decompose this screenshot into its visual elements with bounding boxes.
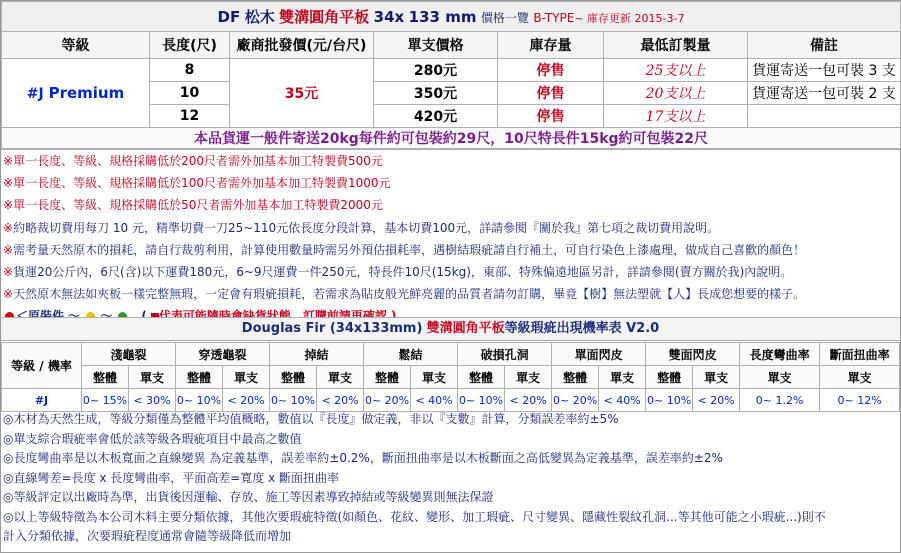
unit-price-cell: 280元 xyxy=(374,59,498,82)
footnote: ◎木材為天然生成，等級分類僅為整體平均值概略，數值以『長度』做定義，非以『支數』計算，分類誤差率約±5% xyxy=(3,412,619,426)
stock-cell: 停售 xyxy=(498,105,604,128)
header-min-order: 最低訂製量 xyxy=(604,32,748,59)
note-line: ※單一長度、等級、規格採購低於50尺者需外加基本加工特製費2000元 xyxy=(3,198,383,213)
min-order-cell: 20支以上 xyxy=(604,82,748,105)
defect-value: < 30% xyxy=(129,389,176,412)
footnote: ◎直線彎差=長度 x 長度彎曲率，平面高差=寬度 x 斷面扭曲率 xyxy=(3,470,340,485)
footnotes xyxy=(1,410,900,547)
grade-sub: Premium xyxy=(48,84,125,102)
defect-category: 破損孔洞 xyxy=(458,343,552,366)
defect-subheader: 整體 xyxy=(270,366,317,389)
footnote: ◎單支綜合瑕疵率會低於該等級各瑕疵項目中最高之數值 xyxy=(3,431,302,446)
defect-subheader: 單支 xyxy=(317,366,364,389)
defect-value: 0~ 10% xyxy=(176,389,223,412)
defect-value: 0~ 15% xyxy=(82,389,129,412)
defect-value: 0~ 10% xyxy=(458,389,505,412)
defect-value: < 20% xyxy=(223,389,270,412)
defect-value: < 20% xyxy=(505,389,552,412)
unit-price-cell: 420元 xyxy=(374,105,498,128)
grade-main: #J xyxy=(26,86,44,102)
defect-value-row xyxy=(2,389,900,412)
defect-category: 穿透龜裂 xyxy=(176,343,270,366)
stock-cell: 停售 xyxy=(498,59,604,82)
shipping-summary: 本品貨運一般件寄送20kg每件約可包裝約29尺，10尺特長件15kg約可包裝22尺 xyxy=(2,128,901,149)
defect-category: 雙面閃皮 xyxy=(646,343,740,366)
defect-corner: 等級 / 機率 xyxy=(2,343,82,389)
defect-subheader: 整體 xyxy=(364,366,411,389)
title-updated: ~ 庫存更新 2015-3-7 xyxy=(574,12,685,25)
defect-value: < 40% xyxy=(599,389,646,412)
note-line: ※單一長度、等級、規格採購低於200尺者需外加基本加工特製費500元 xyxy=(3,154,383,168)
note-line: ※需考量天然原木的損耗，請自行裁剪利用，計算使用數量時需另外預估損耗率，遇樹結瑕疵請自行補土，可自行染色上漆處理，做成自己喜歡的顏色！ xyxy=(3,242,806,257)
footnote: ◎等級評定以出廠時為準，出貨後因運輸、存放、施工等因素導致掉結或等級變異則無法保證 xyxy=(3,490,494,504)
defect-value: 0~ 1.2% xyxy=(740,389,820,412)
title-size-mm: 133 mm xyxy=(408,8,477,26)
defect-subheader: 單支 xyxy=(129,366,176,389)
defect-subheader: 整體 xyxy=(552,366,599,389)
defect-table-title: Douglas Fir (34x133mm) 雙溝圓角平板等級瑕疵出現機率表 V2.0 xyxy=(1,317,900,341)
price-header-row xyxy=(2,32,901,59)
min-order-cell: 25支以上 xyxy=(604,59,748,82)
defect-category: 鬆結 xyxy=(364,343,458,366)
defect-value: < 40% xyxy=(411,389,458,412)
defect-category: 長度彎曲率 xyxy=(740,343,820,366)
defect-subheader: 單支 xyxy=(505,366,552,389)
defect-category: 單面閃皮 xyxy=(552,343,646,366)
footnote: ◎以上等級特徵為本公司木料主要分類依據，其他次要瑕疵特徵(如顏色、花紋、變形、加工瑕疵、尺寸變異、隱藏性裂紋孔洞...等其他可能之小瑕疵...)則不 xyxy=(3,509,826,524)
title-type: B-TYPE xyxy=(533,11,575,25)
sheet-title xyxy=(2,2,901,32)
header-length: 長度(尺) xyxy=(150,32,230,59)
notes-block xyxy=(1,149,900,316)
defect-value: 0~ 10% xyxy=(646,389,693,412)
defect-subheader: 單支 xyxy=(820,366,900,389)
title-pricelist: 價格一覽 xyxy=(480,11,529,25)
remark-cell: 貨運寄送一包可裝 2 支 xyxy=(748,82,901,105)
header-stock: 庫存量 xyxy=(498,32,604,59)
defect-subheader: 整體 xyxy=(646,366,693,389)
title-size: 34x xyxy=(373,8,405,26)
length-cell: 10 xyxy=(150,82,230,105)
title-brand: DF xyxy=(217,8,241,26)
defect-value: 0~ 20% xyxy=(552,389,599,412)
length-cell: 12 xyxy=(150,105,230,128)
footnote: ◎長度彎曲率是以木板寬面之直線變異 為定義基準，誤差率約±0.2%，斷面扭曲率是以木板斷面之高低變異為定義基準，誤差率約±2% xyxy=(3,451,723,465)
defect-value: 0~ 10% xyxy=(270,389,317,412)
footnote: 計入分類依據，次要瑕疵程度通常會隨等級降低而增加 xyxy=(3,529,292,543)
title-wood: 松木 xyxy=(244,8,275,26)
header-remark: 備註 xyxy=(748,32,901,59)
defect-grade: #J xyxy=(2,389,82,412)
defect-subheader: 單支 xyxy=(740,366,820,389)
note-line: ※約略裁切費用每刀 10 元，精準切費一刀25~110元依長度分段計算，基本切費100元，詳請參閱『關於我』第七項之裁切費用說明。 xyxy=(3,220,720,235)
header-wholesale: 廠商批發價(元/台尺) xyxy=(230,32,374,59)
length-cell: 8 xyxy=(150,59,230,82)
defect-header-row xyxy=(2,343,900,366)
remark-cell: 貨運寄送一包可裝 3 支 xyxy=(748,59,901,82)
defect-value: 0~ 12% xyxy=(820,389,900,412)
price-row xyxy=(2,59,901,82)
price-table xyxy=(1,1,901,149)
unit-price-cell: 350元 xyxy=(374,82,498,105)
grade-cell xyxy=(2,59,150,128)
defect-category: 掉結 xyxy=(270,343,364,366)
defect-subheader: 整體 xyxy=(82,366,129,389)
stock-cell: 停售 xyxy=(498,82,604,105)
note-line: ※天然原木無法如夾板一樣完整無瑕，一定會有瑕疵損耗，若需求為貼皮般光鮮亮麗的品質者請勿訂購，畢竟【樹】無法塑就【人】長成您想要的樣子。 xyxy=(3,287,806,302)
defect-subheader: 單支 xyxy=(223,366,270,389)
min-order-cell: 17支以上 xyxy=(604,105,748,128)
defect-table xyxy=(1,342,900,412)
defect-category: 斷面扭曲率 xyxy=(820,343,900,366)
wholesale-price: 35元 xyxy=(230,59,374,128)
defect-subheader: 整體 xyxy=(176,366,223,389)
defect-subheader: 整體 xyxy=(458,366,505,389)
defect-value: < 20% xyxy=(317,389,364,412)
defect-value: < 20% xyxy=(693,389,740,412)
defect-subheader: 單支 xyxy=(599,366,646,389)
title-product: 雙溝圓角平板 xyxy=(279,8,370,26)
note-line: ※貨運20公斤內，6尺(含)以下運費180元，6~9尺運費一件250元，特長件10尺(15kg)，東部、特殊偏遠地區另計，詳請參閱(賣方關於我)內說明。 xyxy=(3,264,793,279)
note-line: ※單一長度、等級、規格採購低於100尺者需外加基本加工特製費1000元 xyxy=(3,176,391,191)
header-unit-price: 單支價格 xyxy=(374,32,498,59)
defect-value: 0~ 20% xyxy=(364,389,411,412)
remark-cell xyxy=(748,105,901,128)
defect-subheader: 單支 xyxy=(411,366,458,389)
defect-category: 淺龜裂 xyxy=(82,343,176,366)
defect-subheader: 單支 xyxy=(693,366,740,389)
defect-subheader-row xyxy=(2,366,900,389)
header-grade: 等級 xyxy=(2,32,150,59)
